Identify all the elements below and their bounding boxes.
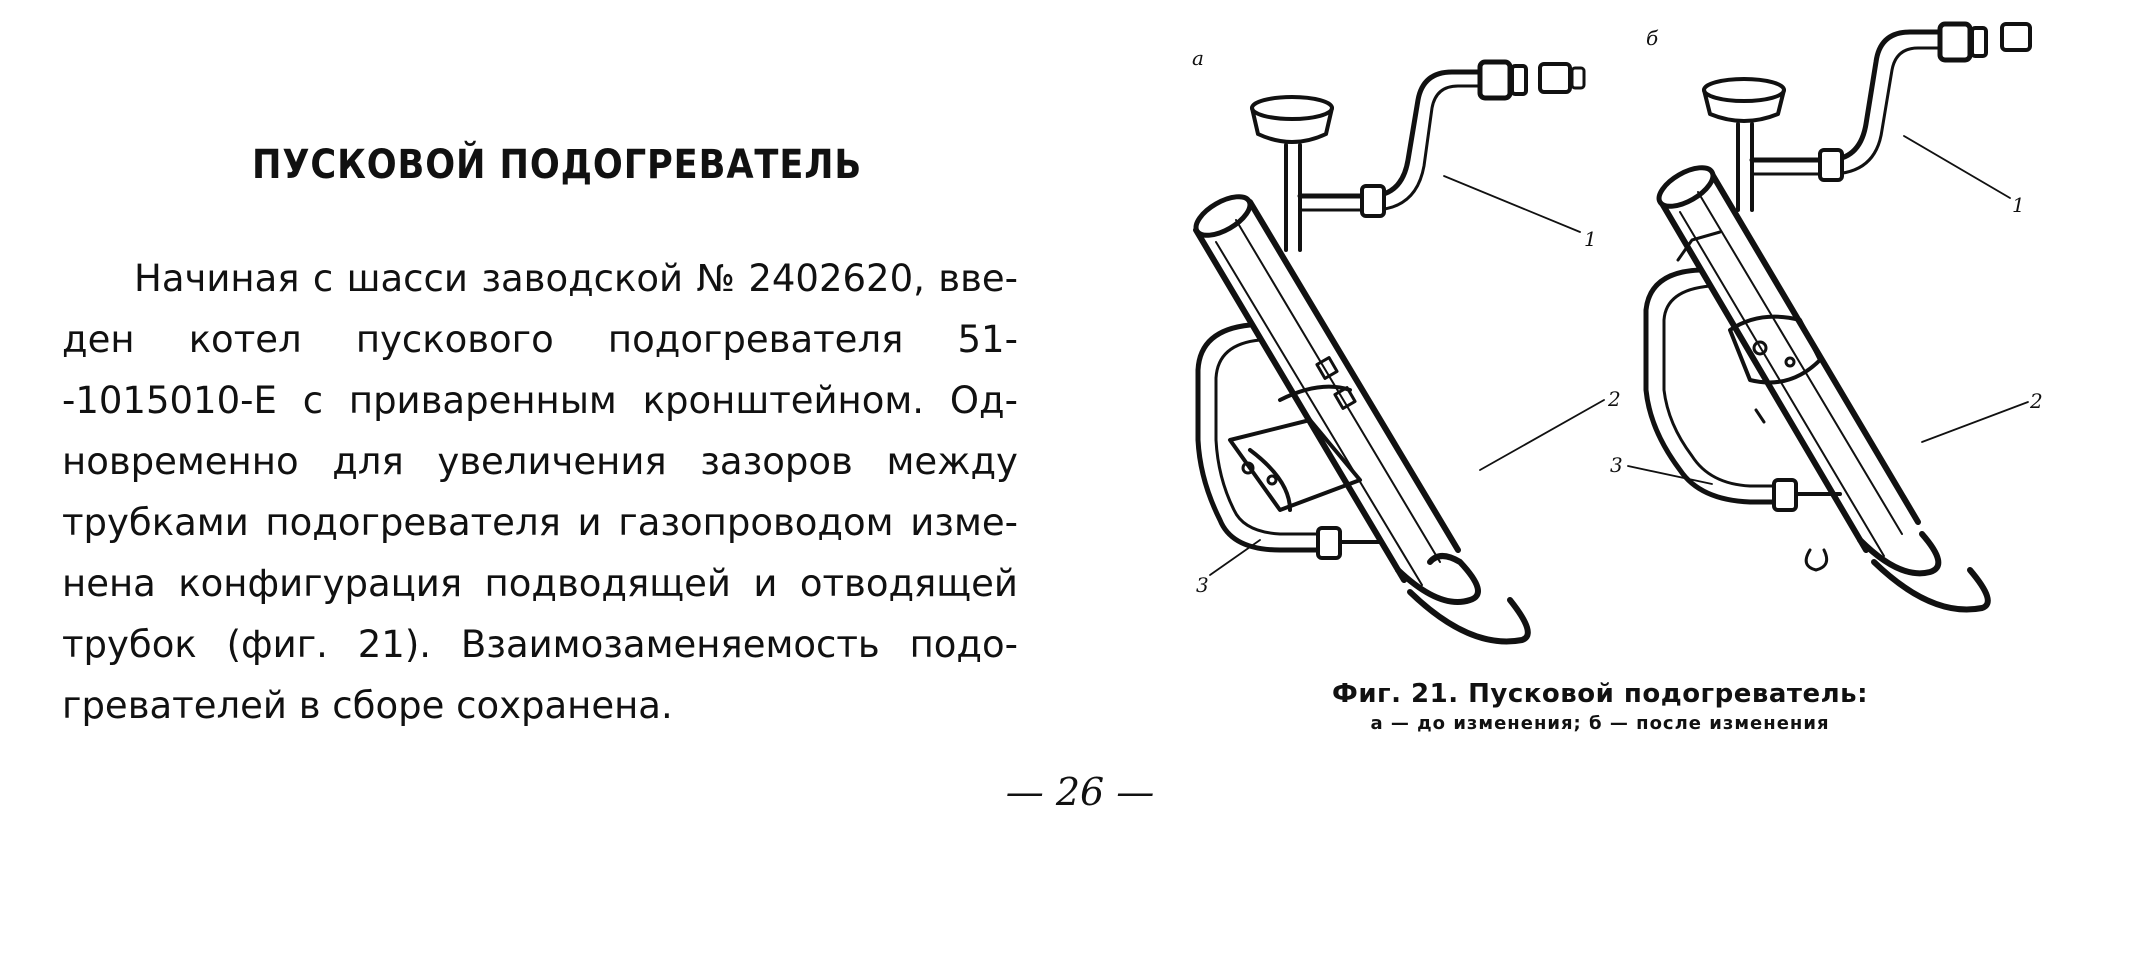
word: изме- [910,501,1018,544]
boiler-body [1653,160,1988,610]
paragraph-line [62,248,1018,309]
word: заводской [481,257,684,300]
word: котел [188,318,302,361]
word: между [886,440,1018,483]
callout-2-a: 2 [1608,387,1621,411]
filler-funnel-icon [1704,79,1784,210]
paragraph-line [62,309,1018,370]
word: сборе [332,684,445,727]
word: и [577,501,602,544]
word: новременно [62,440,299,483]
outlet-pipe [1198,325,1380,558]
word: отводящей [799,562,1018,605]
word: с [302,379,324,422]
figure-caption [1310,679,1890,734]
inlet-pipe [1752,24,2030,180]
outlet-pipe [1646,232,1840,570]
body-paragraph [62,248,1018,736]
callout-1-b: 1 [2012,193,2025,217]
paragraph-line [62,675,1018,736]
word: гревателей [62,684,287,727]
heater-figure [1140,10,2043,670]
word: приваренным [348,379,617,422]
callout-2-b: 2 [2030,389,2043,413]
word: (фиг. [226,623,328,666]
word: Од- [949,379,1018,422]
word: ден [62,318,135,361]
word: трубок [62,623,197,666]
variant-a-label: а [1192,46,1204,70]
boiler-body [1190,189,1528,642]
word: пускового [355,318,554,361]
word: № [696,257,735,300]
word: с [312,257,334,300]
callout-3-b: 3 [1610,453,1623,477]
paragraph-line [62,431,1018,492]
paragraph-line [62,614,1018,675]
word: зазоров [700,440,853,483]
heater-variant-b [1610,24,2043,610]
word: шасси [346,257,468,300]
word: подогревателя [265,501,561,544]
word: подо- [909,623,1018,666]
welded-bracket [1730,317,1820,422]
paragraph-line [62,492,1018,553]
page-number: — 26 — [1005,770,1155,814]
word: нена [62,562,156,605]
word: -1015010-Е [62,379,277,422]
word: газопроводом [618,501,894,544]
word: Начиная [134,257,300,300]
word: и [753,562,778,605]
word: 51- [957,318,1018,361]
word: увеличения [437,440,667,483]
heater-variant-a [1190,46,1621,641]
variant-b-label: б [1646,26,1659,50]
word: вве- [938,257,1018,300]
caption-title: Фиг. 21. Пусковой подогреватель: [1332,679,1868,709]
word: кронштейном. [642,379,925,422]
word: трубками [62,501,249,544]
word: подводящей [484,562,731,605]
paragraph-line [62,370,1018,431]
callout-1-a: 1 [1584,227,1597,251]
callout-3-a: 3 [1196,573,1209,597]
word: подогревателя [607,318,904,361]
inlet-pipe [1300,62,1584,216]
word: для [332,440,404,483]
word: 2402620, [748,257,925,300]
section-heading: ПУСКОВОЙ ПОДОГРЕВАТЕЛЬ [252,142,863,188]
heater-illustration [1140,10,2043,670]
paragraph-line [62,553,1018,614]
word: 21). [357,623,432,666]
word: в [298,684,321,727]
word: Взаимозаменяемость [460,623,880,666]
word: конфигурация [178,562,463,605]
caption-legend: а — до изменения; б — после изменения [1370,713,1830,734]
word: сохранена. [456,684,673,727]
